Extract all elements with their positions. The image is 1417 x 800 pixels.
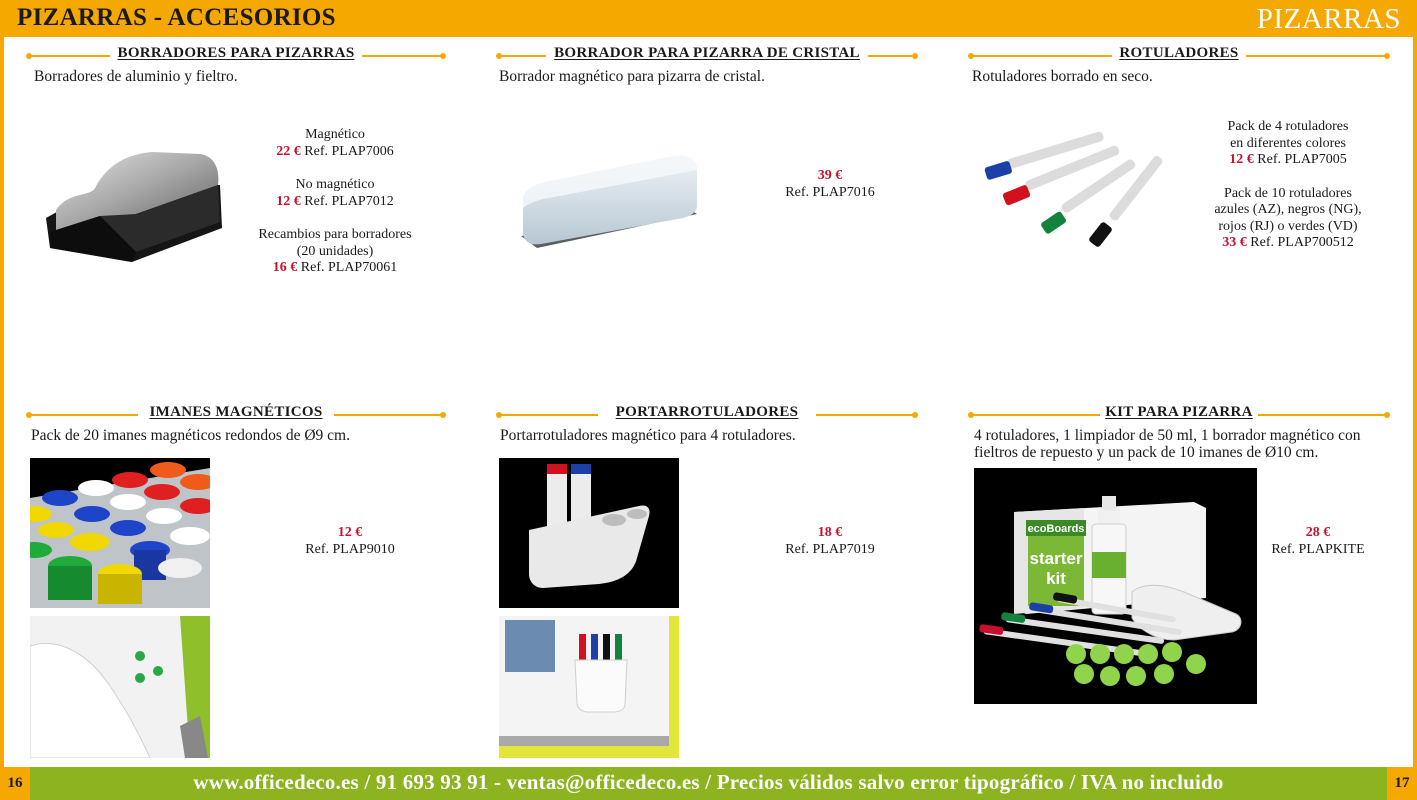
item-name: Pack de 10 rotuladores xyxy=(1224,185,1352,201)
page-number-left: 16 xyxy=(0,767,30,800)
section-description: Portarrotuladores magnético para 4 rotuladores. xyxy=(500,427,796,444)
reference: Ref. PLAP70061 xyxy=(300,260,398,275)
glass-eraser-image xyxy=(515,148,705,258)
reference: Ref. PLAP7005 xyxy=(1257,152,1347,167)
eraser-image xyxy=(40,140,230,270)
section-title-borrador-cristal xyxy=(498,45,916,64)
reference: Ref. PLAP7012 xyxy=(304,193,394,209)
section-description: Borradores de aluminio y fieltro. xyxy=(34,68,238,85)
reference: Ref. PLAPKITE xyxy=(1271,541,1365,557)
item-name: Pack de 4 rotuladores xyxy=(1227,119,1349,134)
section-title-portarrotuladores xyxy=(498,404,916,423)
magnets-image xyxy=(30,458,210,608)
borrador-cristal-price xyxy=(760,168,900,201)
section-description: Rotuladores borrado en seco. xyxy=(972,68,1153,85)
section-title-kit xyxy=(970,404,1388,423)
section-title-label: PORTARROTULADORES xyxy=(615,404,799,420)
marker-holder-image xyxy=(499,458,679,608)
footer-contact-text: www.officedeco.es / 91 693 93 91 - ventas@officedeco.es / Precios válidos salvo error tipográfico / IVA no incluido xyxy=(193,770,1224,794)
price: 18 € xyxy=(817,525,843,540)
price: 39 € xyxy=(817,168,843,183)
kit-box-title-line2: kit xyxy=(1046,569,1066,588)
imanes-price xyxy=(280,525,420,558)
description-line: fieltros de repuesto y un pack de 10 imanes de Ø10 cm. xyxy=(974,444,1319,461)
item-name: (20 unidades) xyxy=(296,243,374,259)
marker-holder-whiteboard-image xyxy=(499,616,679,758)
description-line: 4 rotuladores, 1 limpiador de 50 ml, 1 borrador magnético con xyxy=(974,427,1361,444)
section-title-rotuladores xyxy=(970,45,1388,64)
frame-left-border xyxy=(0,37,4,767)
page-title: PIZARRAS - ACCESORIOS xyxy=(17,4,336,31)
price: 33 € xyxy=(1222,235,1247,250)
kit-box-brand: ecoBoards xyxy=(1027,523,1085,535)
portarrotuladores-price xyxy=(760,525,900,558)
borradores-prices xyxy=(240,127,430,277)
header-bar xyxy=(0,0,1417,37)
kit-box-title-line1: starter xyxy=(1029,549,1083,568)
page-number-right: 17 xyxy=(1387,767,1417,800)
section-title-borradores xyxy=(28,45,444,64)
item-name: en diferentes colores xyxy=(1230,135,1346,151)
price: 22 € xyxy=(276,143,301,159)
item-name: Magnético xyxy=(305,127,365,142)
kit-price xyxy=(1248,525,1388,558)
item-name: Recambios para borradores xyxy=(258,227,412,242)
section-description: Pack de 20 imanes magnéticos redondos de Ø9 cm. xyxy=(31,427,350,444)
reference: Ref. PLAP700512 xyxy=(1250,235,1354,250)
reference: Ref. PLAP7019 xyxy=(785,541,875,557)
price: 12 € xyxy=(1229,152,1254,167)
section-heading: PIZARRAS xyxy=(1256,3,1401,35)
rotuladores-prices xyxy=(1198,119,1378,252)
frame-right-border xyxy=(1413,37,1417,767)
price: 12 € xyxy=(276,193,301,209)
section-title-label: KIT PARA PIZARRA xyxy=(1105,404,1253,420)
markers-image xyxy=(980,130,1170,255)
item-name: azules (AZ), negros (NG), xyxy=(1214,202,1362,217)
magnets-whiteboard-image xyxy=(30,616,210,758)
starter-kit-image xyxy=(974,468,1257,704)
section-title-label: ROTULADORES xyxy=(1119,45,1239,61)
reference: Ref. PLAP7006 xyxy=(304,143,394,159)
section-description: Borrador magnético para pizarra de cristal. xyxy=(499,68,765,85)
footer-bar xyxy=(0,767,1417,800)
section-title-label: BORRADORES PARA PIZARRAS xyxy=(117,45,355,61)
reference: Ref. PLAP9010 xyxy=(305,541,395,557)
item-name: rojos (RJ) o verdes (VD) xyxy=(1218,218,1358,234)
item-name: No magnético xyxy=(295,177,375,192)
price: 28 € xyxy=(1305,525,1331,540)
price: 12 € xyxy=(337,525,363,540)
price: 16 € xyxy=(272,260,298,275)
reference: Ref. PLAP7016 xyxy=(785,184,875,200)
section-title-imanes xyxy=(28,404,444,423)
section-title-label: IMANES MAGNÉTICOS xyxy=(149,404,323,420)
section-title-label: BORRADOR PARA PIZARRA DE CRISTAL xyxy=(554,45,860,61)
section-description xyxy=(974,427,1361,461)
